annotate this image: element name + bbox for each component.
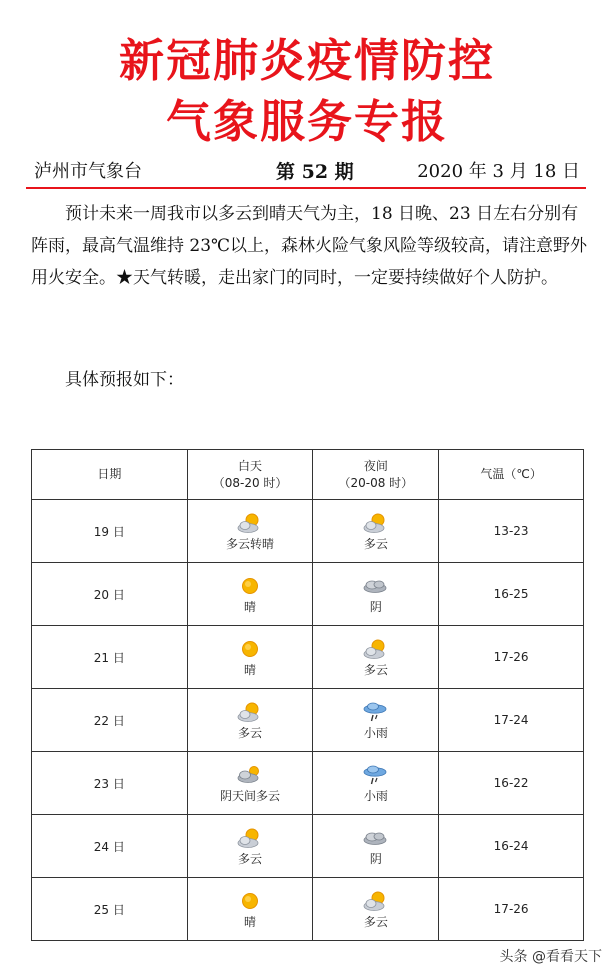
row-night (313, 626, 439, 689)
issue-meta-row (30, 158, 584, 186)
issuer: 泸州市气象台 (34, 161, 142, 182)
row-night (313, 815, 439, 878)
issue-number: 第 52 期 (276, 161, 354, 183)
row-date: 24 日 (32, 815, 188, 878)
table-row (32, 563, 584, 626)
row-date: 22 日 (32, 689, 188, 752)
sun-icon (236, 574, 264, 598)
table-row (32, 500, 584, 563)
night-weather-label: 阴 (369, 852, 382, 866)
light-rain-icon (362, 763, 390, 787)
row-temp: 13-23 (439, 500, 584, 563)
table-header-row (32, 450, 584, 500)
row-date: 20 日 (32, 563, 188, 626)
partly-cloudy-icon (362, 637, 390, 661)
night-weather-label: 阴 (369, 600, 382, 614)
header-night-hours: （20-08 时） (338, 475, 414, 490)
row-day (187, 878, 313, 941)
header-day (187, 450, 313, 500)
partly-cloudy-icon (362, 889, 390, 913)
sun-icon (236, 637, 264, 661)
overcast-icon (362, 574, 390, 598)
night-weather-label: 小雨 (363, 726, 388, 740)
title-line-1: 新冠肺炎疫情防控 (118, 34, 495, 87)
row-temp: 16-22 (439, 752, 584, 815)
forecast-table (31, 449, 584, 941)
partly-cloudy-icon (236, 826, 264, 850)
row-temp: 16-25 (439, 563, 584, 626)
row-temp: 17-24 (439, 689, 584, 752)
row-day (187, 689, 313, 752)
day-weather-label: 多云转晴 (226, 537, 275, 551)
row-temp: 16-24 (439, 815, 584, 878)
header-day-hours: （08-20 时） (212, 475, 288, 490)
night-weather-label: 多云 (363, 663, 388, 677)
row-night (313, 563, 439, 626)
overcast-icon (362, 826, 390, 850)
table-row (32, 815, 584, 878)
partly-cloudy-icon (236, 700, 264, 724)
night-weather-label: 多云 (363, 537, 388, 551)
day-weather-label: 多云 (238, 726, 263, 740)
watermark: 头条 @看看天下 (496, 946, 606, 966)
day-weather-label: 多云 (238, 852, 263, 866)
row-day (187, 626, 313, 689)
title-line-2: 气象服务专报 (165, 95, 448, 148)
row-temp: 17-26 (439, 878, 584, 941)
night-weather-label: 小雨 (363, 789, 388, 803)
header-date: 日期 (32, 450, 188, 500)
forecast-summary: 预计未来一周我市以多云到晴天气为主，18 日晚、23 日左右分别有阵雨，最高气温维持 23℃以上，森林火险气象风险等级较高，请注意野外用火安全。★天气转暖，走出家门的同时，一定要持续做好个人防护。 (31, 204, 588, 288)
overcast-partly-icon (236, 763, 264, 787)
row-date: 19 日 (32, 500, 188, 563)
row-night (313, 878, 439, 941)
row-date: 21 日 (32, 626, 188, 689)
red-divider (26, 187, 586, 189)
row-night (313, 752, 439, 815)
table-row (32, 689, 584, 752)
light-rain-icon (362, 700, 390, 724)
sun-icon (236, 889, 264, 913)
day-weather-label: 晴 (244, 915, 257, 929)
header-day-label: 白天 (238, 458, 263, 473)
table-row (32, 626, 584, 689)
row-day (187, 752, 313, 815)
row-date: 25 日 (32, 878, 188, 941)
night-weather-label: 多云 (363, 915, 388, 929)
row-night (313, 689, 439, 752)
table-row (32, 878, 584, 941)
partly-cloudy-icon (362, 511, 390, 535)
forecast-intro: 具体预报如下： (65, 370, 184, 390)
day-weather-label: 阴天间多云 (220, 789, 281, 803)
day-weather-label: 晴 (244, 600, 257, 614)
header-temp: 气温（℃） (439, 450, 584, 500)
partly-cloudy-icon (236, 511, 264, 535)
day-weather-label: 晴 (244, 663, 257, 677)
row-temp: 17-26 (439, 626, 584, 689)
row-day (187, 500, 313, 563)
row-day (187, 815, 313, 878)
header-night-label: 夜间 (363, 458, 388, 473)
header-night (313, 450, 439, 500)
row-day (187, 563, 313, 626)
table-row (32, 752, 584, 815)
row-date: 23 日 (32, 752, 188, 815)
row-night (313, 500, 439, 563)
issue-date: 2020 年 3 月 18 日 (417, 161, 580, 182)
